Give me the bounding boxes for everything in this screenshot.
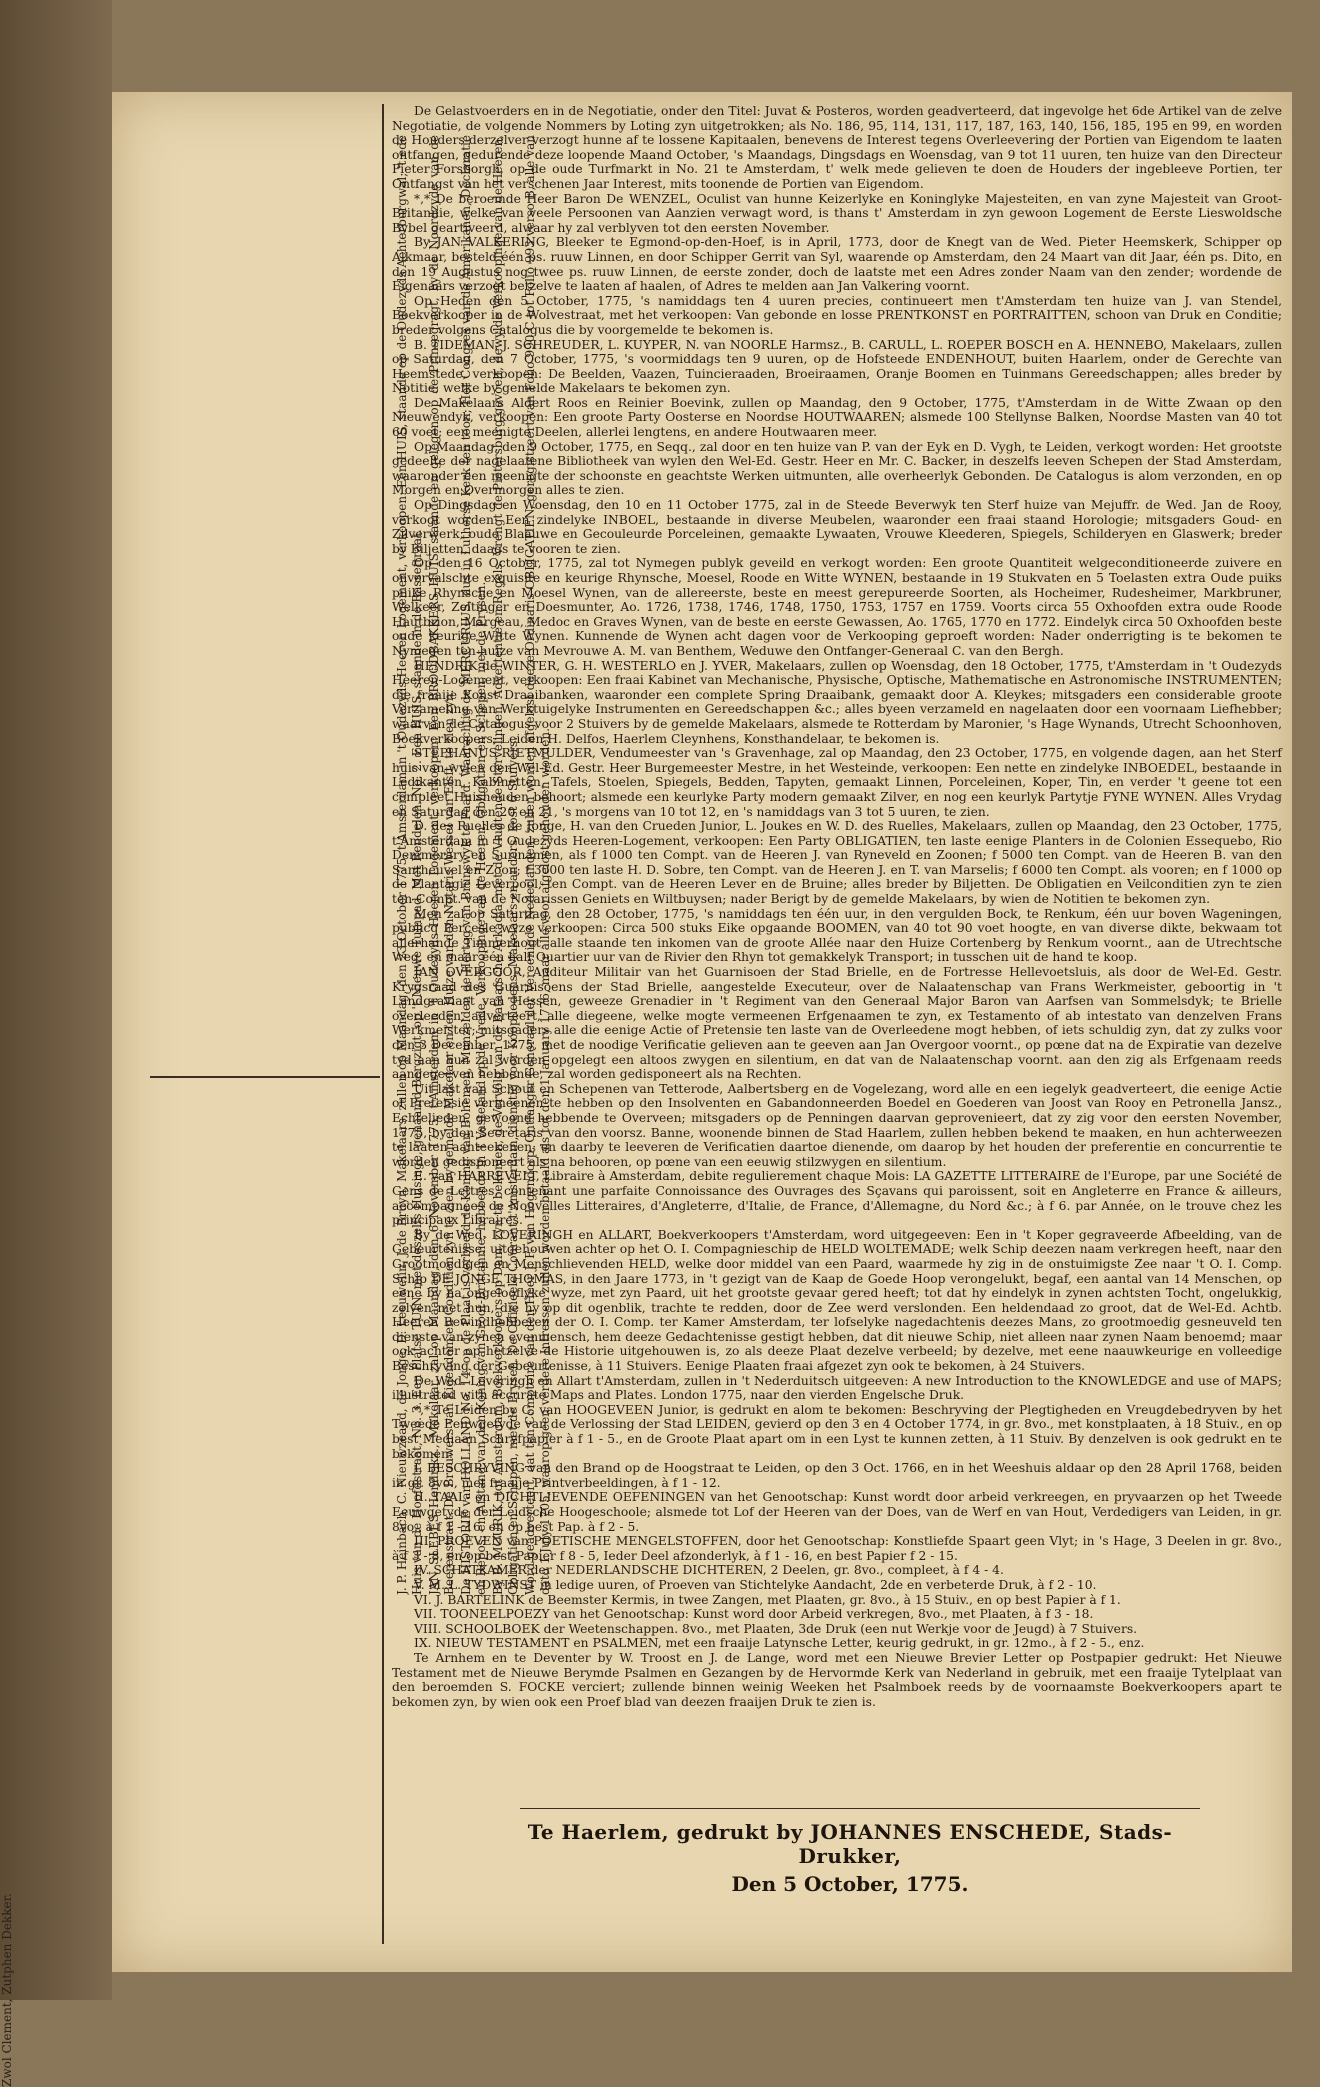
- side-lower-paragraph: Zwol Clement, Zutphen Dekker.: [0, 1893, 14, 2087]
- advertisement-paragraph: II. TAAL- en DICHTLIEVENDE OEFENINGEN van het Genootschap: Kunst wordt door arbeid verkreegen, en pryvaarzen op het Tweede Eeuwgetyde der Leidsche Hoogeschoole; alsmede tot Lof der Heeren van der Does, van de Werf en van Hout, Verdedigers van Leiden, in gr. 8vo., à f 1 - 16, en op best Pap. à f 2 - 5.: [392, 1490, 1282, 1534]
- imprint-footer: [500, 1820, 1200, 1896]
- advertisement-paragraph: IX. NIEUW TESTAMENT en PSALMEN, met een fraaije Latynsche Letter, keurig gedrukt, in gr. 12mo., à f 2 - 5., enz.: [414, 1636, 1145, 1651]
- side-paragraph: J. P. Heinbach, C. Nieuwzeand, de Jonge, D. Leeuwelin, J. de Bruyn, Makelaars, zullen op Maandag, den 23 October 1775, t'Amsterdam in 't Oudezyds Heeren Logement, verkoopen: Een HUIS, staande op de Oudezyds Achterburgwal; 't ede Huis van de Hoofdstraat, No. 3. Een Platse TUIN, met deszelfs Huisinge, genaamd Bergzigt, op 't Nieuwe Tuinpad. Met Rendelen. No. 2. Een HUIS, staande in de Basseftraat.: [395, 135, 424, 1595]
- main-column: [392, 104, 1282, 1709]
- advertisement-paragraph: By de Wed. LOVERINGH en ALLART, Boekverkoopers t'Amsterdam, word uitgegeeven: Een in 't Koper gegraveerde Afbeelding, van de Gebeurtenisse, uitgehouwen achter op het O. I. Compagnieschip de HELD WOLTEMADE; welk Schip deezen naam verkregen heeft, naar den Grootmoedigen en Menschlievenden HELD, welke door middel van een Paard, waarmede hy zig in de onstuimigste Zee naar 't O. I. Comp. Schip DE JONGE THOMAS, in den Jaare 1773, in 't gezigt van de Kaap de Goede Hoop verongelukt, begaf, een aantal van 14 Menschen, op eene by na ongelooflyke wyze, met zyn Paard, uit het grootste gevaar gered heeft; tot dat hy eindelyk in zynen achtsten Tocht, ongelukkig, zelven met hun, die hy op dit ogenblik, trachte te redden, door de Zee werd verslonden. Een heldendaad zo groot, dat de Wel-Ed. Achtb. Heeren Bewindhebberen der O. I. Comp. ter Kamer Amsterdam, ter lofselyke nagedachtenis deezes Mans, zo grootmoedig gesneuveld ten dienste van zynen evenmensch, hem deeze Gedachtenisse gestigt hebben, dat dit nieuwe Schip, niet alleen naar zynen Naam benoemd; maar ook achter op hetzelve de Historie uitgehouwen is, zo als deeze Plaat dezelve verbeeld; by dezelve, met eene naauwkeurige en volleedige Beschryving der Gebeurtenisse, à 11 Stuivers. Eenige Plaaten fraai afgezet zyn ook te bekomen, à 24 Stuivers.: [392, 1227, 1282, 1374]
- advertisement-paragraph: V. M. L. TYDWINST in ledige uuren, of Proeven van Stichtelyke Aandacht, 2de en verbeterde Druk, à f 2 - 10.: [414, 1577, 1097, 1592]
- advertisement-paragraph: Op den 16 October, 1775, zal tot Nymegen publyk geveild en verkogt worden: Een groote Quantiteit welgeconditioneerde zuivere en onvervalschte exquisite en keurige Rhynsche, Moesel, Roode en Witte WYNEN, bestaande in 19 Stukvaten en 5 Toelasten extra Oude puiks puike Rhynsche en Moesel Wynen, van de allereerste, beste en meest gerepureerde Soorten, als Hocheimer, Rudesheimer, Markbruner, Welkeer, Zeltinger en Doesmunter, Ao. 1726, 1738, 1746, 1748, 1750, 1753, 1757 en 1759. Voorts circa 55 Oxhoofden extra oude Roode Hautbrion, Margeau, Medoc en Graves Wynen, van de beste en eerste Gewassen, Ao. 1765, 1770 en 1772. Eindelyk circa 50 Oxhoofden beste oude keurige Witte Wynen. Kunnende de Wynen acht dagen voor de Verkooping geproeft worden: Nader onderrigting is te bekomen te Nymegen ten huize van Mevrouwe A. M. van Benthem, Weduwe den Ontfanger-Generaal C. van den Bergh.: [392, 556, 1282, 658]
- advertisement-paragraph: Men zal op Saturdag, den 28 October, 1775, 's namiddags ten één uur, in den vergulden Bock, te Renkum, één uur boven Wageningen, publicq Percesle wyze verkoopen: Circa 500 stuks Eike opgaande BOOMEN, van 40 tot 90 voet hoogte, en van diverse dikte, bekwaam tot allerhande Timmerhout, alle staande ten inkomen van de groote Allée naar den Huize Cortenberg by Renkum voornt., aan de Utrechtsche Weg, en maar één half Quartier uur van de Rivier den Rhyn tot gemakkelyk Transport; in tusschen uit de hand te koop.: [392, 906, 1282, 965]
- advertisement-paragraph: III. PROEVEN van POETISCHE MENGELSTOFFEN, door het Genootschap: Konstliefde Spaart geen Vlyt; in 's Hage, 3 Deelen in gr. 8vo., à f 3 - 8, en op best Papier f 8 - 5, Ieder Deel afzonderlyk, à f 1 - 16, en best Papier f 2 - 15.: [392, 1534, 1282, 1563]
- advertisement-paragraph: VII. TOONEELPOEZY van het Genootschap: Kunst word door Arbeid verkregen, 8vo., met Plaaten, à f 3 - 18.: [414, 1607, 1094, 1622]
- advertisement-paragraph: De Gelastvoerders en in de Negotiatie, onder den Titel: Juvat & Posteros, worden geadverteerd, dat ingevolge het 6de Artikel van de zelve Negotiatie, de volgende Nommers by Loting zyn uitgetrokken; als No. 186, 95, 114, 131, 117, 187, 163, 140, 156, 185, 195 en 99, en worden de Houders derzelver verzogt hunne af te lossene Kapitaalen, benevens de Interest tegens Overleevering der Portien van Eigendom te laaten ontfangen, gedurende deze loopende Maand October, 's Maandags, Dingsdags en Woensdag, van 9 tot 11 uuren, ten huize van den Directeur Pieter Forsborgh, op de oude Turfmarkt in No. 21 te Amsterdam, t' welk mede gelieven te doen de Houders der ingebleeve Portien, ter Ontfangst van het verschenen Jaar Interest, mits toonende de Portien van Eigendom.: [392, 104, 1282, 191]
- imprint-date: Den 5 October, 1775.: [731, 1872, 969, 1896]
- advertisement-paragraph: Op Dingsdag en Woensdag, den 10 en 11 October 1775, zal in de Steede Beverwyk ten Sterf huize van Mejuffr. de Wed. Jan de Rooy, verkogt worden: Een zindelyke INBOEL, bestaande in diverse Meubelen, waaronder een fraai staand Horologie; mitsgaders Goud- en Zilverwerk, oude Blaauwe en Gecouleurde Porceleinen, gemaakte Lywaaten, Vrouwe Kleederen, Spiegels, Schilderyen en Glaswerk; breder by Biljetten, daags te vooren te zien.: [392, 498, 1282, 556]
- advertisement-paragraph: Uit last van Schout en Schepenen van Tetterode, Aalbertsberg en de Vogelezang, word alle en een iegelyk geadverteert, die eenige Actie of Pretensie vermeenen te hebben op den Insolventen en Gabandonneerden Boedel en Goederen van Joost van Rooy en Petronella Jansz., Echtelieden, gewoond hebbende te Overveen; mitsgaders op de Penningen daarvan geprovenieert, dat zy zig voor den eersten November, 1775, by den Secretaris van den voorsz. Banne, woonende binnen de Stad Haarlem, zullen hebben bekend te maaken, en hun achterweezen te laaten aanteekenen; en daarby te leeveren de Verificatien daartoe dienende, om daarop by het houden der preferentie en concurrentie te worden gedisponeert als na behooren, op pœne van een eeuwig stilzwygen en silentium.: [392, 1081, 1282, 1169]
- side-paragraph: De HISTORIE van HOLLAND No. 14, op de Plaat is verbeeld de Koning van Bohemen, Munzelden de Hertog van Brunswyk te Paard. Waarachtig de MERCURIUS, dus in Lutherse Kerk ten toon; Het Congres van de Amerikanen, Declaratie en Repos, en Afstand van den Koning van Groot-Brittannie, hebbende in 't Vasteland op de Vrede, Verkoopinge van de Heeren, Obligatien en Schepen, met de Prysen.: [459, 135, 488, 1595]
- advertisement-paragraph: De Makelaars Aldert Roos en Reinier Boevink, zullen op Maandag, den 9 October, 1775, t'Amsterdam in de Witte Zwaan op den Nieuwendyk, verkoopen: Een groote Party Oosterse en Noordse HOUTWAAREN; alsmede 100 Stellynse Balken, Noordse Masten van 40 tot 60 voet; een meenigte Deelen, allerlei lengtens, en andere Houtwaaren meer.: [392, 395, 1282, 440]
- advertisement-paragraph: VIII. SCHOOLBOEK der Weetenschappen. 8vo., met Plaaten, 3de Druk (een nut Werkje voor de Jeugd) à 7 Stuivers.: [414, 1621, 1138, 1636]
- advertisement-paragraph: D. des Ruelles de Jonge, H. van den Crueden Junior, L. Joukes en W. D. des Ruelles, Makelaars, zullen op Maandag, den 23 October, 1775, t'Amsterdam in 't Oudezyds Heeren-Logement, verkoopen: Een Party OBLIGATIEN, ten laste eenige Planters in de Colonien Essequebo, Rio Demmerary en Surinamen, als f 1000 ten Compt. van de Heeren J. van Ryneveld en Zoonen; f 5000 ten Compt. van de Heeren B. van den Santheuvel en Zoon; f 3000 ten laste H. D. Sobre, ten Compt. van de Heeren J. en T. van Marselis; f 6000 ten Compt. als vooren; en f 1000 op de Plantagie Leverpool, ten Compt. van de Heeren Lever en de Bruine; alles breder by Biljetten. De Obligatien en Veilconditien zyn te zien ten Compt. van de Notarissen Geniets en Wiltbuysen; nader Berigt by de gemelde Makelaars, by wien de Notitien te bekomen zyn.: [392, 819, 1282, 907]
- advertisement-paragraph: IV. SCHATKAMER der NEDERLANDSCHE DICHTEREN, 2 Deelen, gr. 8vo., compleet, à f 4 - 4.: [414, 1563, 1004, 1578]
- advertisement-paragraph: Te Arnhem en te Deventer by W. Troost en J. de Lange, word met een Nieuwe Brevier Letter op Postpapier gedrukt: Het Nieuwe Testament met de Nieuwe Berymde Psalmen en Gezangen by de Hervormde Kerk van Nederland in gebruik, met een fraaije Tytelplaat van den beroemden S. FOCKE verciert; zullende binnen weinig Weeken het Psalmboek reeds by de voornaamste Boekverkoopers apart te bekomen zyn, by wien ook een Proef blad van deezen fraaijen Druk te zien is.: [392, 1650, 1282, 1709]
- side-paragraph: Word geadverteert, dat ten Comptoire van den Heer J. F. van Hogendorp, Ontfanger Generaal der Vereenigde Nederlanden, zullen worden afgelost deeze Ordinaris OBLIGATIEN, geregistreert van Folio 990 C tot Folio 993 verso B, alle van dato 1 July 1705, waarop geen verdere Intressen zullen worden betaald als tot den 1 January 1776, maar alle voor afgelost gehouden worden.: [523, 135, 552, 1595]
- rotated-side-column-lower: [0, 1187, 103, 2087]
- column-divider: [382, 104, 384, 1944]
- advertisement-paragraph: I. BESCHRYVING van den Brand op de Hoogstraat te Leiden, op den 3 Oct. 1766, en in het Weeshuis aldaar op den 28 April 1768, beiden in gr. 8vo., met fraaije Printverbeeldingen, à f 1 - 12.: [392, 1461, 1282, 1490]
- footer-rule: [520, 1808, 1200, 1809]
- side-paragraph: JAN SLEBES Hendrikz., Makelaar, zal op Maandag, den 6 November 1775, t'Amsterdam in 't Oudezyds Heeren Logement, verkoopen: Een BROODBAKKERS HUIS, staande en gelegen op de Prinsegragt, by de Noordzyde van de Beerenstraat. De Brouwers van Eigendom en Conditien zyn te zien by gemelde Makelaar en ten Huize van den Notaris Wessel van Elsft, te zien zyn.: [427, 135, 456, 1595]
- advertisement-paragraph: B. TIDEMAN, J. SCHREUDER, L. KUYPER, N. van NOORLE Harmsz., B. CARULL, L. ROEPER BOSCH en A. HENNEBO, Makelaars, zullen op Saturdag, den 7 October, 1775, 's voormiddags ten 9 uuren, op de Hofsteede ENDENHOUT, buiten Haarlem, onder de Gerechte van Heemstede, verkoopen: De Beelden, Vaazen, Tuincieraaden, Broeiraamen, Oranje Boomen en Tuinmans Gereedschappen; alles breder by Notitie, welke by gemelde Makelaars te bekomen zyn.: [392, 337, 1282, 396]
- imprint-line: Te Haerlem, gedrukt by JOHANNES ENSCHEDE, Stads-Drukker,: [527, 1820, 1173, 1868]
- advertisement-paragraph: By JAN VALKERING, Bleeker te Egmond-op-den-Hoef, is in April, 1773, door de Knegt van de Wed. Pieter Heemskerk, Schipper op Alkmaar, besteld één ps. ruuw Linnen, en door Schipper Gerrit van Syl, waarende op Amsterdam, den 24 Maart van dit Jaar, één ps. Dito, en den 19 Augustus nog twee ps. ruuw Linnen, de eerste zonder, doch de laatste met een Adres zonder Naam van den zender; wordende de Eigenaars verzogt betzelve te laaten af haalen, of Adres te melden aan Jan Valkering voornt.: [392, 235, 1282, 294]
- side-paragraph: By B. MOURIK, tot Amsterdam, Boekverkoopers op Dam, zyn te bekomen, de Vervolg van de Bataafsche Arkadia, met de Vlugtende Stervelingen, Advertentie en Regels. Vrengt de Pietersburg gevoelt, dewylde Verkoopinge van de Heeren, Obligatien en Schepen, met de Prysen. De Officieele Courant t'Amsterdam, dienstig voor Koopliedens, Makelaars en anders, kost 6 Stuivers.: [491, 135, 520, 1595]
- advertisement-paragraph: Op Maandag, den 9 October, 1775, en Seqq., zal door en ten huize van P. van der Eyk en D. Vygh, te Leiden, verkogt worden: Het grootste gedeelte der nagelaatene Bibliotheek van wylen den Wel-Ed. Gestr. Heer en Mr. C. Backer, in deszelfs leeven Schepen der Stad Amsterdam, waaronder een meenigte der schoonste en geachtste Werken uitmunten, alle overheerlyk Gebonden. De Catalogus is alom verzonden, en op Morgen en Overmorgen alles te zien.: [392, 439, 1282, 498]
- advertisement-paragraph: *,* Te Leiden by C. van HOOGEVEEN Junior, is gedrukt en alom te bekomen: Beschryving der Plegtigheden en Vreugdebedryven by het Tweede Eeuwgetyde van de Verlossing der Stad LEIDEN, gevierd op den 3 en 4 October 1774, in gr. 8vo., met konstplaaten, à 18 Stuiv., en op best Mediaan Schryfpapier à f 1 - 5., en de Groote Plaat apart om in een Lyst te kunnen zetten, à 11 Stuiv. By denzelven is ook gedrukt en te bekomen:: [392, 1402, 1282, 1461]
- advertisement-paragraph: De Wed. Loveringh en Allart t'Amsterdam, zullen in 't Nederduitsch uitgeeven: A new Introduction to the KNOWLEDGE and use of MAPS; illustrated with accurate Maps and Plates. London 1775, naar den vierden Engelsche Druk.: [392, 1373, 1282, 1403]
- side-section-divider: [150, 1076, 380, 1078]
- advertisement-paragraph: *,* De beroemde Heer Baron De WENZEL, Oculist van hunne Keizerlyke en Koninglyke Majesteiten, en van zyne Majesteit van Groot-Britannie, welke van veele Persoonen van Aanzien verwagt word, is thans t' Amsterdam in zyn gewoon Logement de Eerste Lieswoldsche Bybel geartiveerd, alwaar hy zal verblyven tot den eersten November.: [392, 191, 1282, 235]
- advertisement-paragraph: VI. J. BARTELINK de Beemster Kermis, in twee Zangen, met Plaaten, gr. 8vo., à 15 Stuiv., en op best Papier à f 1.: [414, 1592, 1121, 1607]
- advertisement-paragraph: JAN OVERGOOR, Auditeur Militair van het Guarnisoen der Stad Brielle, en de Fortresse Hellevoetsluis, als door de Wel-Ed. Gestr. Krygsraad des Guarnisoens der Stad Brielle, aangestelde Executeur, over de Nalaatenschap van Frans Werkmeister, geboortig in 't Landgraviaat van Hessen, geweeze Grenadier in 't Regiment van den Generaal Major Baron van Aarfsen van Sommelsdyk; te Brielle overleeden, adverteert, alle diegeene, welke mogte vermeenen Erfgenaamen te zyn, ex Testamento of ab intestato van denzelven Frans Werkmeister; mitsgaders alle die eenige Actie of Pretensie ten laste van de Overleedene mogt hebben, of iets schuldig zyn, dat zy zulks voor den 3 December, 1775, met de noodige Verificatie gelieven aan te geeven aan Jan Overgoor voornt., op pœne dat na de Expiratie van dezelve tyd aan hun zal worden opgelegt een altoos zwygen en silentium, en dat van de Nalaatenschap voornt. aan den zig als Erfgenaam reeds aangegeeven hebbende, zal worden gedisponeert als na Rechten.: [392, 965, 1282, 1082]
- advertisement-paragraph: E. van HARREVELT, Libraire à Amsterdam, debite regulierement chaque Mois: LA GAZETTE LITTERAIRE de l'Europe, par une Société de Gens de Lettres, contenant une parfaite Connoissance des Ouvrages des Sçavans qui paroissent, soit en Angleterre en France & ailleurs, accompagnées de Nouvelles Litteraires, d'Angleterre, d'Italie, de France, d'Allemagne, du Nord &c.; à f 6. par Année, on le trouve chez les principaux Libraires.: [392, 1169, 1282, 1228]
- advertisement-paragraph: STEPHANUS RIETMULDER, Vendumeester van 's Gravenhage, zal op Maandag, den 23 October, 1775, en volgende dagen, aan het Sterf huis van wylen den Wel-Ed. Gestr. Heer Burgemeester Mestre, in het Westeinde, verkoopen: Een nette en zindelyke INBOEDEL, bestaande in Ledikanten, Kabinetten, Tafels, Stoelen, Spiegels, Bedden, Tapyten, gemaakt Linnen, Porceleinen, Koper, Tin, en verder 't geene tot een compleet Huishouden behoort; alsmede een keurlyke Party modern gemaakt Zilver, en nog een keurlyk Partytje FYNE WYNEN. Alles Vrydag en Saturdag den 20 en 21, 's morgens van 10 tot 12, en 's namiddags van 3 tot 5 uuren, te zien.: [392, 746, 1282, 819]
- advertisement-paragraph: HENDRIK de WINTER, G. H. WESTERLO en J. YVER, Makelaars, zullen op Woensdag, den 18 October, 1775, t'Amsterdam in 't Oudezyds Heeren-Logement, verkoopen: Een fraai Kabinet van Mechanische, Physische, Optische, Mathematische en Astronomische INSTRUMENTEN; die fraaije Konst Draaibanken, waaronder een complete Spring Draaibank, gemaakt door A. Kleykes; mitsgaders een considerable groote Verzameling van Werktuigelyke Instrumenten en Gereedschappen &c.; alles byeen verzameld en nagelaaten door een voornaam Liefhebber; waarvan de Catalogus voor 2 Stuivers by de gemelde Makelaars, alsmede te Rotterdam by Maronier, 's Hage Wynands, Utrecht Schoonhoven, Boekverkoopers; Leiden H. Delfos, Haerlem Cleynhens, Konsthandelaar, te bekomen is.: [392, 658, 1282, 746]
- advertisement-paragraph: Op Heden den 5 October, 1775, 's namiddags ten 4 uuren precies, continueert men t'Amsterdam ten huize van J. van Stendel, Boekverkooper in de Wolvestraat, met het verkoopen: Van gebonde en losse PRENTKONST en PORTRAITTEN, schoon van Druk en Conditie; breder volgens Catalogus die by voorgemelde te bekomen is.: [392, 293, 1282, 337]
